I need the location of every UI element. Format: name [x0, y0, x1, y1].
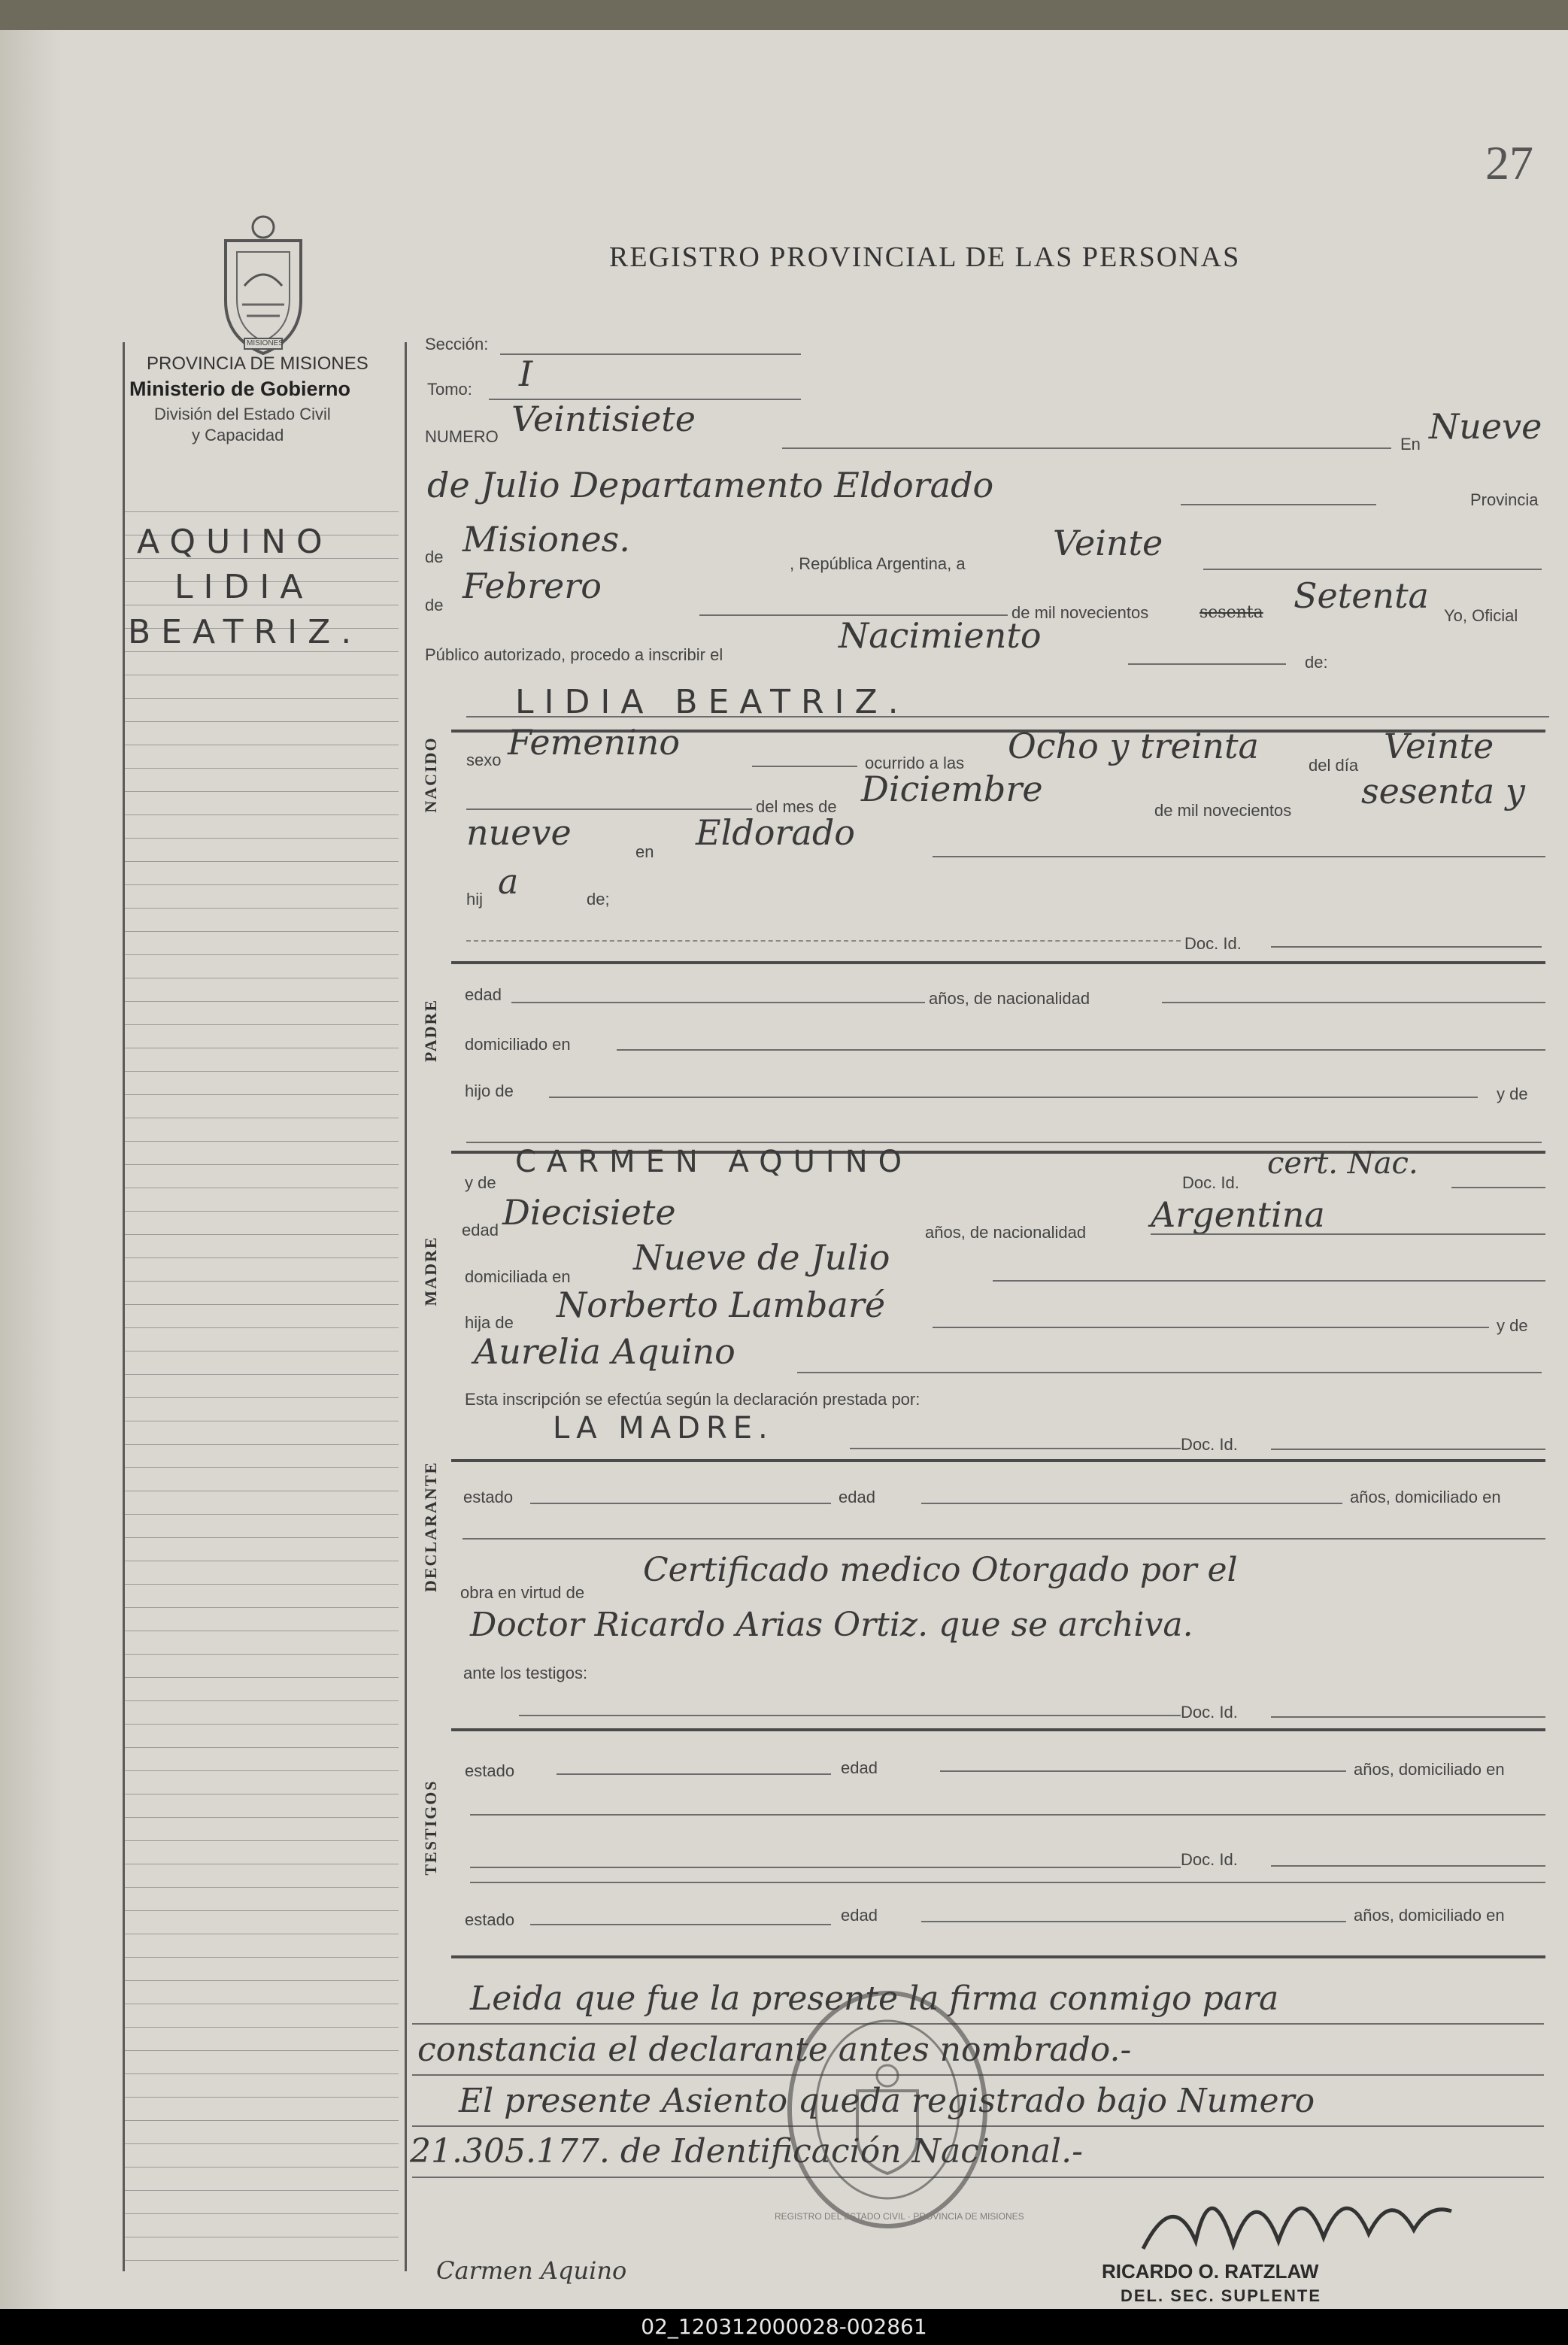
- margin-surname: AQUINO: [137, 523, 333, 561]
- acto-value: Nacimiento: [839, 615, 1042, 656]
- margin-middle-name: BEATRIZ.: [128, 613, 362, 651]
- hij-de-label: de;: [587, 890, 610, 909]
- official-signature-icon: [1128, 2158, 1466, 2271]
- decl-anos-label: años, domiciliado en: [1350, 1488, 1501, 1506]
- section-padre: PADRE: [421, 998, 440, 1063]
- t1-anos-label: años, domiciliado en: [1354, 1760, 1505, 1779]
- margin-rule-line: [124, 861, 399, 862]
- numero-value: Veintisiete: [511, 399, 696, 439]
- margin-rule-line: [124, 838, 399, 839]
- margin-rule-line: [124, 2073, 399, 2074]
- t2-edad-label: edad: [841, 1906, 878, 1925]
- en-value: Nueve: [1429, 406, 1542, 447]
- margin-rule-line: [124, 2120, 399, 2121]
- margin-rule-line: [124, 1094, 399, 1095]
- decl-estado-line: [530, 1503, 831, 1504]
- margin-rule-line: [124, 1164, 399, 1165]
- closing-text-4: 21.305.177. de Identificación Nacional.-: [410, 2132, 1083, 2171]
- mes-value: Febrero: [463, 566, 602, 606]
- de-mil-label-2: de mil novecientos: [1154, 801, 1292, 820]
- hij-label: hij: [466, 890, 484, 909]
- margin-rule-line: [124, 1770, 399, 1771]
- de-label-2: de: [425, 596, 444, 614]
- t2-estado-label: estado: [465, 1910, 515, 1929]
- section-madre: MADRE: [421, 1236, 440, 1306]
- stamp-text: REGISTRO DEL ESTADO CIVIL · PROVINCIA DE MISIONES: [775, 2211, 1024, 2222]
- margin-rule-line: [124, 1374, 399, 1375]
- sexo-value: Femenino: [508, 722, 681, 763]
- margin-rule-line: [124, 2027, 399, 2028]
- numero-line: [782, 447, 1391, 449]
- padre-nac-label: años, de nacionalidad: [929, 989, 1090, 1008]
- madre-doc-value: cert. Nac.: [1267, 1146, 1418, 1181]
- ano-value: Setenta: [1294, 575, 1429, 616]
- madre-padre-value: Norberto Lambaré: [557, 1285, 886, 1325]
- margin-rule-line: [124, 1001, 399, 1002]
- madre-line-5: [797, 1372, 1542, 1373]
- margin-rule-line: [124, 1397, 399, 1398]
- madre-dom-value: Nueve de Julio: [633, 1237, 890, 1278]
- decl-line-2: [463, 1538, 1545, 1540]
- obra-value-2: Doctor Ricardo Arias Ortiz. que se archiva.: [470, 1606, 1193, 1644]
- en-label: En: [1400, 435, 1421, 454]
- section-nacido: NACIDO: [421, 736, 440, 813]
- republica-label: , República Argentina, a: [790, 554, 966, 573]
- dia-nac-value: Veinte: [1384, 726, 1494, 766]
- madre-hija-label: hija de: [465, 1313, 514, 1332]
- margin-rule-line: [124, 931, 399, 932]
- certificate-page: [0, 30, 1568, 2309]
- margin-rule-line: [124, 1257, 399, 1258]
- margin-rule-line: [124, 1700, 399, 1701]
- declarante-doc-line: [1271, 1449, 1545, 1450]
- localidad-line: [1181, 504, 1376, 505]
- inscripcion-label: Esta inscripción se efectúa según la declaración prestada por:: [465, 1390, 920, 1409]
- tomo-label: Tomo:: [427, 380, 472, 399]
- padre-dom-label: domiciliado en: [465, 1035, 571, 1054]
- madre-nac-value: Argentina: [1151, 1194, 1325, 1235]
- margin-rule-line: [124, 721, 399, 722]
- margin-rule-line: [124, 1141, 399, 1142]
- obra-label: obra en virtud de: [460, 1583, 585, 1602]
- t1-edad-line: [940, 1770, 1346, 1772]
- official-stamp-icon: [775, 1986, 1024, 2234]
- madre-nac-line: [1151, 1233, 1545, 1235]
- acto-line: [1128, 663, 1286, 665]
- declarante-line: [850, 1448, 1181, 1449]
- padre-y-de-label: y de: [1497, 1085, 1528, 1103]
- t2-anos-label: años, domiciliado en: [1354, 1906, 1505, 1925]
- margin-rule-line: [124, 651, 399, 652]
- ano-nac-2-value: nueve: [466, 812, 572, 853]
- padre-nac-line: [1162, 1002, 1545, 1003]
- section-declarante: DECLARANTE: [421, 1461, 440, 1593]
- margin-rule-line: [124, 1304, 399, 1305]
- padre-hijo-line: [549, 1097, 1478, 1098]
- t1-estado-label: estado: [465, 1761, 515, 1780]
- madre-nac-label: años, de nacionalidad: [925, 1223, 1087, 1242]
- ministry-line-2: Ministerio de Gobierno: [129, 378, 351, 400]
- nac-doc-line: [1271, 946, 1542, 948]
- t2-doc-label: Doc. Id.: [1181, 1850, 1238, 1869]
- official-name: RICARDO O. RATZLAW: [1102, 2260, 1319, 2283]
- padre-edad-line: [511, 1002, 925, 1003]
- madre-line-1: [1451, 1187, 1545, 1188]
- localidad-value: de Julio Departamento Eldorado: [427, 465, 994, 505]
- declarante-doc-label: Doc. Id.: [1181, 1435, 1238, 1454]
- margin-rule-line: [124, 2143, 399, 2144]
- margin-rule-line: [124, 1444, 399, 1445]
- madre-doc-label: Doc. Id.: [1182, 1173, 1239, 1192]
- ante-testigos-label: ante los testigos:: [463, 1664, 588, 1682]
- testigos-bottom-rule: [451, 1955, 1545, 1958]
- nac-line-4: [466, 940, 1181, 942]
- main-column-line: [405, 342, 407, 2271]
- obra-value-1: Certificado medico Otorgado por el: [643, 1551, 1238, 1589]
- margin-rule-line: [124, 1980, 399, 1981]
- del-mes-label: del mes de: [756, 797, 837, 816]
- margin-rule-line: [124, 1724, 399, 1725]
- t1-edad-label: edad: [841, 1758, 878, 1777]
- margin-rule-line: [124, 2050, 399, 2051]
- padre-edad-label: edad: [465, 985, 502, 1004]
- madre-y-de-label-2: y de: [1497, 1316, 1528, 1335]
- t2-estado-line: [530, 1924, 831, 1925]
- margin-rule-line: [124, 1910, 399, 1911]
- madre-dom-line: [993, 1280, 1545, 1282]
- lugar-nac-value: Eldorado: [696, 812, 855, 853]
- t2-edad-line: [921, 1921, 1346, 1922]
- ano-tachado-value: sesenta: [1200, 603, 1263, 622]
- nombre-value: LIDIA BEATRIZ.: [515, 683, 909, 721]
- margin-rule-line: [124, 1327, 399, 1328]
- margin-rule-line: [124, 2260, 399, 2261]
- margin-rule-line: [124, 1747, 399, 1748]
- seccion-label: Sección:: [425, 335, 489, 353]
- provincia-label: Provincia: [1470, 490, 1539, 509]
- lugar-nac-line: [933, 856, 1545, 857]
- decl-edad-line: [921, 1503, 1342, 1504]
- doc-id-label-1: Doc. Id.: [1184, 934, 1242, 953]
- section-testigos: TESTIGOS: [421, 1779, 440, 1876]
- margin-rule-line: [124, 1514, 399, 1515]
- t2-doc-line: [1271, 1865, 1545, 1867]
- padre-dom-line: [617, 1049, 1545, 1051]
- ministry-line-1: PROVINCIA DE MISIONES: [147, 353, 368, 374]
- signature-declarante: Carmen Aquino: [436, 2256, 627, 2285]
- sexo-label: sexo: [466, 751, 502, 769]
- margin-rule-line: [124, 954, 399, 955]
- nac-line-2: [466, 808, 752, 810]
- emblem-label: MISIONES: [247, 339, 284, 347]
- decl-estado-label: estado: [463, 1488, 514, 1506]
- t2-line-2: [470, 1882, 1545, 1883]
- margin-rule-line: [124, 884, 399, 885]
- declarante-value: LA MADRE.: [553, 1411, 774, 1446]
- dia-value: Veinte: [1053, 523, 1163, 563]
- file-caption: 02_120312000028-002861: [641, 2314, 927, 2339]
- madre-edad-value: Diecisiete: [502, 1192, 676, 1233]
- margin-rule-line: [124, 1584, 399, 1585]
- testigos-top-rule: [451, 1728, 1545, 1731]
- official-role: DEL. SEC. SUPLENTE: [1121, 2286, 1322, 2305]
- publico-label: Público autorizado, procedo a inscribir el: [425, 645, 723, 664]
- ministry-line-4: y Capacidad: [192, 426, 284, 444]
- de-colon-label: de:: [1305, 653, 1328, 672]
- padre-hijo-label: hijo de: [465, 1081, 514, 1100]
- de-label-1: de: [425, 548, 444, 566]
- yo-oficial-label: Yo, Oficial: [1444, 606, 1518, 625]
- margin-rule-line: [124, 2097, 399, 2098]
- madre-y-de-label: y de: [465, 1173, 496, 1192]
- margin-rule-line: [124, 1654, 399, 1655]
- file-caption-bar: [0, 2309, 1568, 2345]
- margin-rule-line: [124, 1607, 399, 1608]
- closing-text-3: El presente Asiento queda registrado bajo Numero: [459, 2082, 1315, 2120]
- tomo-value: I: [519, 353, 533, 394]
- margin-rule-line: [124, 1211, 399, 1212]
- closing-text-2: constancia el declarante antes nombrado.-: [417, 2031, 1132, 2069]
- left-margin-line: [123, 342, 125, 2271]
- margin-rule-line: [124, 1537, 399, 1538]
- hij-suffix-value: a: [498, 861, 519, 902]
- madre-nombre-value: CARMEN AQUINO: [515, 1145, 913, 1179]
- margin-rule-line: [124, 1840, 399, 1841]
- en-label-2: en: [635, 842, 654, 861]
- t1-line-2: [470, 1814, 1545, 1816]
- margin-rule-line: [124, 1281, 399, 1282]
- ocurrido-label: ocurrido a las: [865, 754, 965, 772]
- testigo1-doc-line: [1271, 1716, 1545, 1718]
- madre-hija-line: [933, 1327, 1489, 1328]
- margin-rule-line: [124, 698, 399, 699]
- margin-rule-line: [124, 768, 399, 769]
- madre-edad-label: edad: [462, 1221, 499, 1239]
- declarante-top-rule: [451, 1459, 1545, 1462]
- margin-rule-line: [124, 791, 399, 792]
- margin-rule-line: [124, 1887, 399, 1888]
- document-title: REGISTRO PROVINCIAL DE LAS PERSONAS: [609, 241, 1241, 273]
- padre-line-4: [466, 1142, 1542, 1143]
- provincia-value: Misiones.: [463, 519, 630, 560]
- mes-nac-value: Diciembre: [861, 769, 1043, 809]
- de-mil-label: de mil novecientos: [1011, 603, 1149, 622]
- margin-rule-line: [124, 511, 399, 512]
- margin-rule-line: [124, 1071, 399, 1072]
- margin-rule-line: [124, 1024, 399, 1025]
- seccion-line: [500, 353, 801, 355]
- margin-rule-line: [124, 1817, 399, 1818]
- padre-top-rule: [451, 961, 1545, 964]
- margin-rule-line: [124, 1467, 399, 1468]
- margin-rule-line: [124, 1957, 399, 1958]
- page-number: 27: [1485, 136, 1533, 190]
- closing-text-1: Leida que fue la presente la firma conmigo para: [470, 1979, 1279, 2018]
- margin-rule-line: [124, 1234, 399, 1235]
- madre-madre-value: Aurelia Aquino: [474, 1331, 735, 1372]
- testigo1-doc-label: Doc. Id.: [1181, 1703, 1238, 1722]
- sexo-line: [752, 766, 857, 767]
- ano-nac-1-value: sesenta y: [1361, 771, 1525, 811]
- coat-of-arms-icon: [203, 211, 323, 361]
- margin-first-name: LIDIA: [174, 568, 314, 606]
- margin-rule-line: [124, 1677, 399, 1678]
- dia-line: [1203, 569, 1542, 570]
- del-dia-label: del día: [1309, 756, 1359, 775]
- ministry-line-3: División del Estado Civil: [154, 405, 331, 423]
- decl-edad-label: edad: [839, 1488, 875, 1506]
- t1-estado-line: [557, 1773, 831, 1775]
- t2-doc-line-a: [470, 1867, 1181, 1868]
- testigos-doc-line-a: [519, 1715, 1181, 1716]
- madre-dom-label: domiciliada en: [465, 1267, 571, 1286]
- numero-label: NUMERO: [425, 427, 499, 446]
- margin-rule-line: [124, 908, 399, 909]
- nombre-line: [466, 716, 1549, 717]
- margin-rule-line: [124, 2213, 399, 2214]
- margin-rule-line: [124, 2167, 399, 2168]
- hora-value: Ocho y treinta: [1008, 726, 1259, 766]
- margin-rule-line: [124, 2190, 399, 2191]
